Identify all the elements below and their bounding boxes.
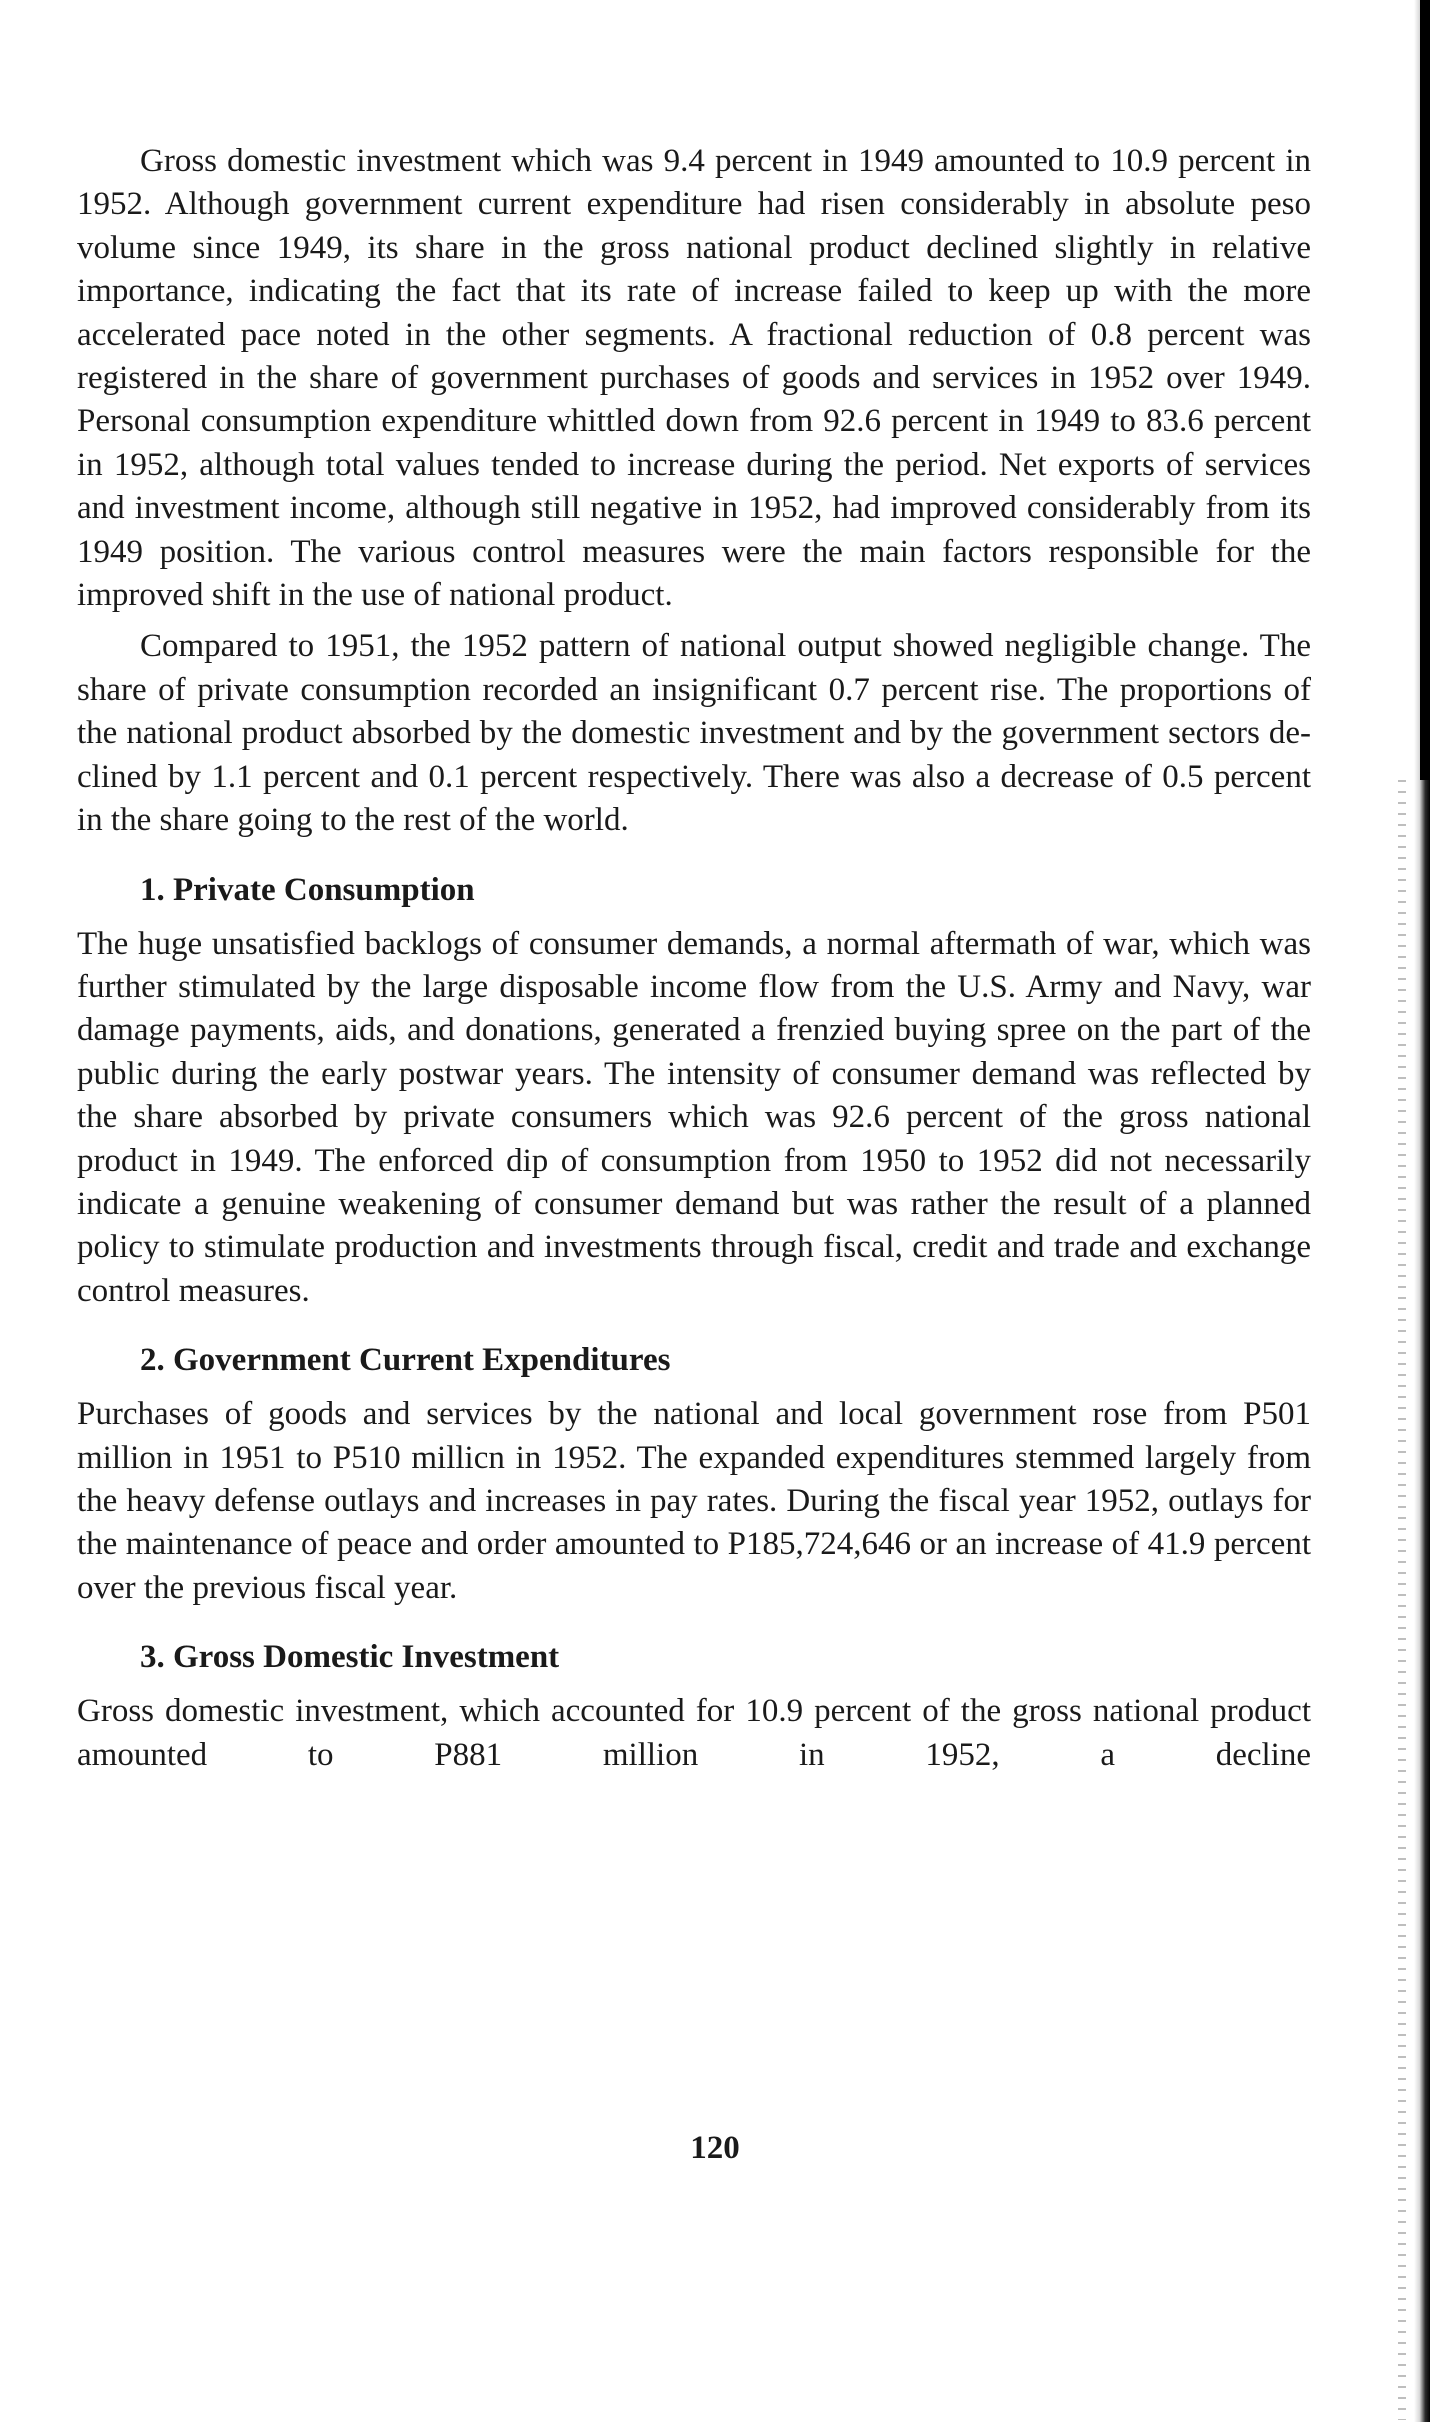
paragraph-investment-share: Gross domestic investment which was 9.4 percent in 1949 amounted to 10.9 percent in 1952. Although government current expenditure had risen considerably in absolute peso volume since 1949, its share in the gross national product declined slightly in relative importance, indicating the fact that its rate of increase failed to keep up with the more accelerated pace noted in the other segments. A fractional reduction of 0.8 percent was registered in the share of government purchases of goods and services in 1952 over 1949. Personal consumption expenditure whittled down from 92.6 percent in 1949 to 83.6 percent in 1952, although total values tended to increase during the period. Net exports of services and investment income, although still negative in 1952, had improved considerably from its 1949 position. The various control measures were the main factors responsible for the improved shift in the use of national product.: [77, 143, 1311, 614]
page-number: 120: [690, 2130, 740, 2166]
page-body: [77, 140, 1311, 1777]
scan-edge-dark-band: [1420, 0, 1430, 780]
paragraph-gross-domestic-investment: Gross domestic investment, which accounted for 10.9 percent of the gross national product amounted to P881 million in 1952, a decline: [77, 1693, 1311, 1773]
scan-speckle-artifact: [1398, 780, 1406, 2420]
paragraph-comparison-1951: Compared to 1951, the 1952 pattern of national output showed negligible change. The share of private consumption recorded an insignificant 0.7 percent rise. The proportions of the national product absorbed by the domestic investment and by the government sectors declined by 1.1 percent and 0.1 percent respectively. There was also a decrease of 0.5 percent in the share going to the rest of the world.: [77, 628, 1311, 839]
paragraph-private-consumption: The huge unsatisfied backlogs of consumer demands, a normal aftermath of war, which was further stimulated by the large disposable income flow from the U.S. Army and Navy, war damage payments, aids, and donations, generated a frenzied buying spree on the part of the public during the early postwar years. The intensity of consumer demand was reflected by the share absorbed by private consumers which was 92.6 percent of the gross national product in 1949. The enforced dip of consumption from 1950 to 1952 did not necessarily indicate a genuine weakening of consumer demand but was rather the result of a planned policy to stimulate production and investments through fiscal, credit and trade and exchange control measures.: [77, 925, 1311, 1309]
section-heading-gross-domestic-investment: 3. Gross Domestic Investment: [140, 1639, 560, 1676]
paragraph-government-expenditures: Purchases of goods and services by the national and local government rose from P501 million in 1951 to P510 millicn in 1952. The expanded expenditures stemmed largely from the heavy defense outlays and increases in pay rates. During the fiscal year 1952, outlays for the maintenance of peace and order amounted to P185,724,646 or an increase of 41.9 percent over the previous fiscal year.: [77, 1396, 1311, 1606]
section-heading-private-consumption: 1. Private Consumption: [140, 871, 475, 908]
section-heading-government-expenditures: 2. Government Current Expenditures: [140, 1342, 671, 1379]
